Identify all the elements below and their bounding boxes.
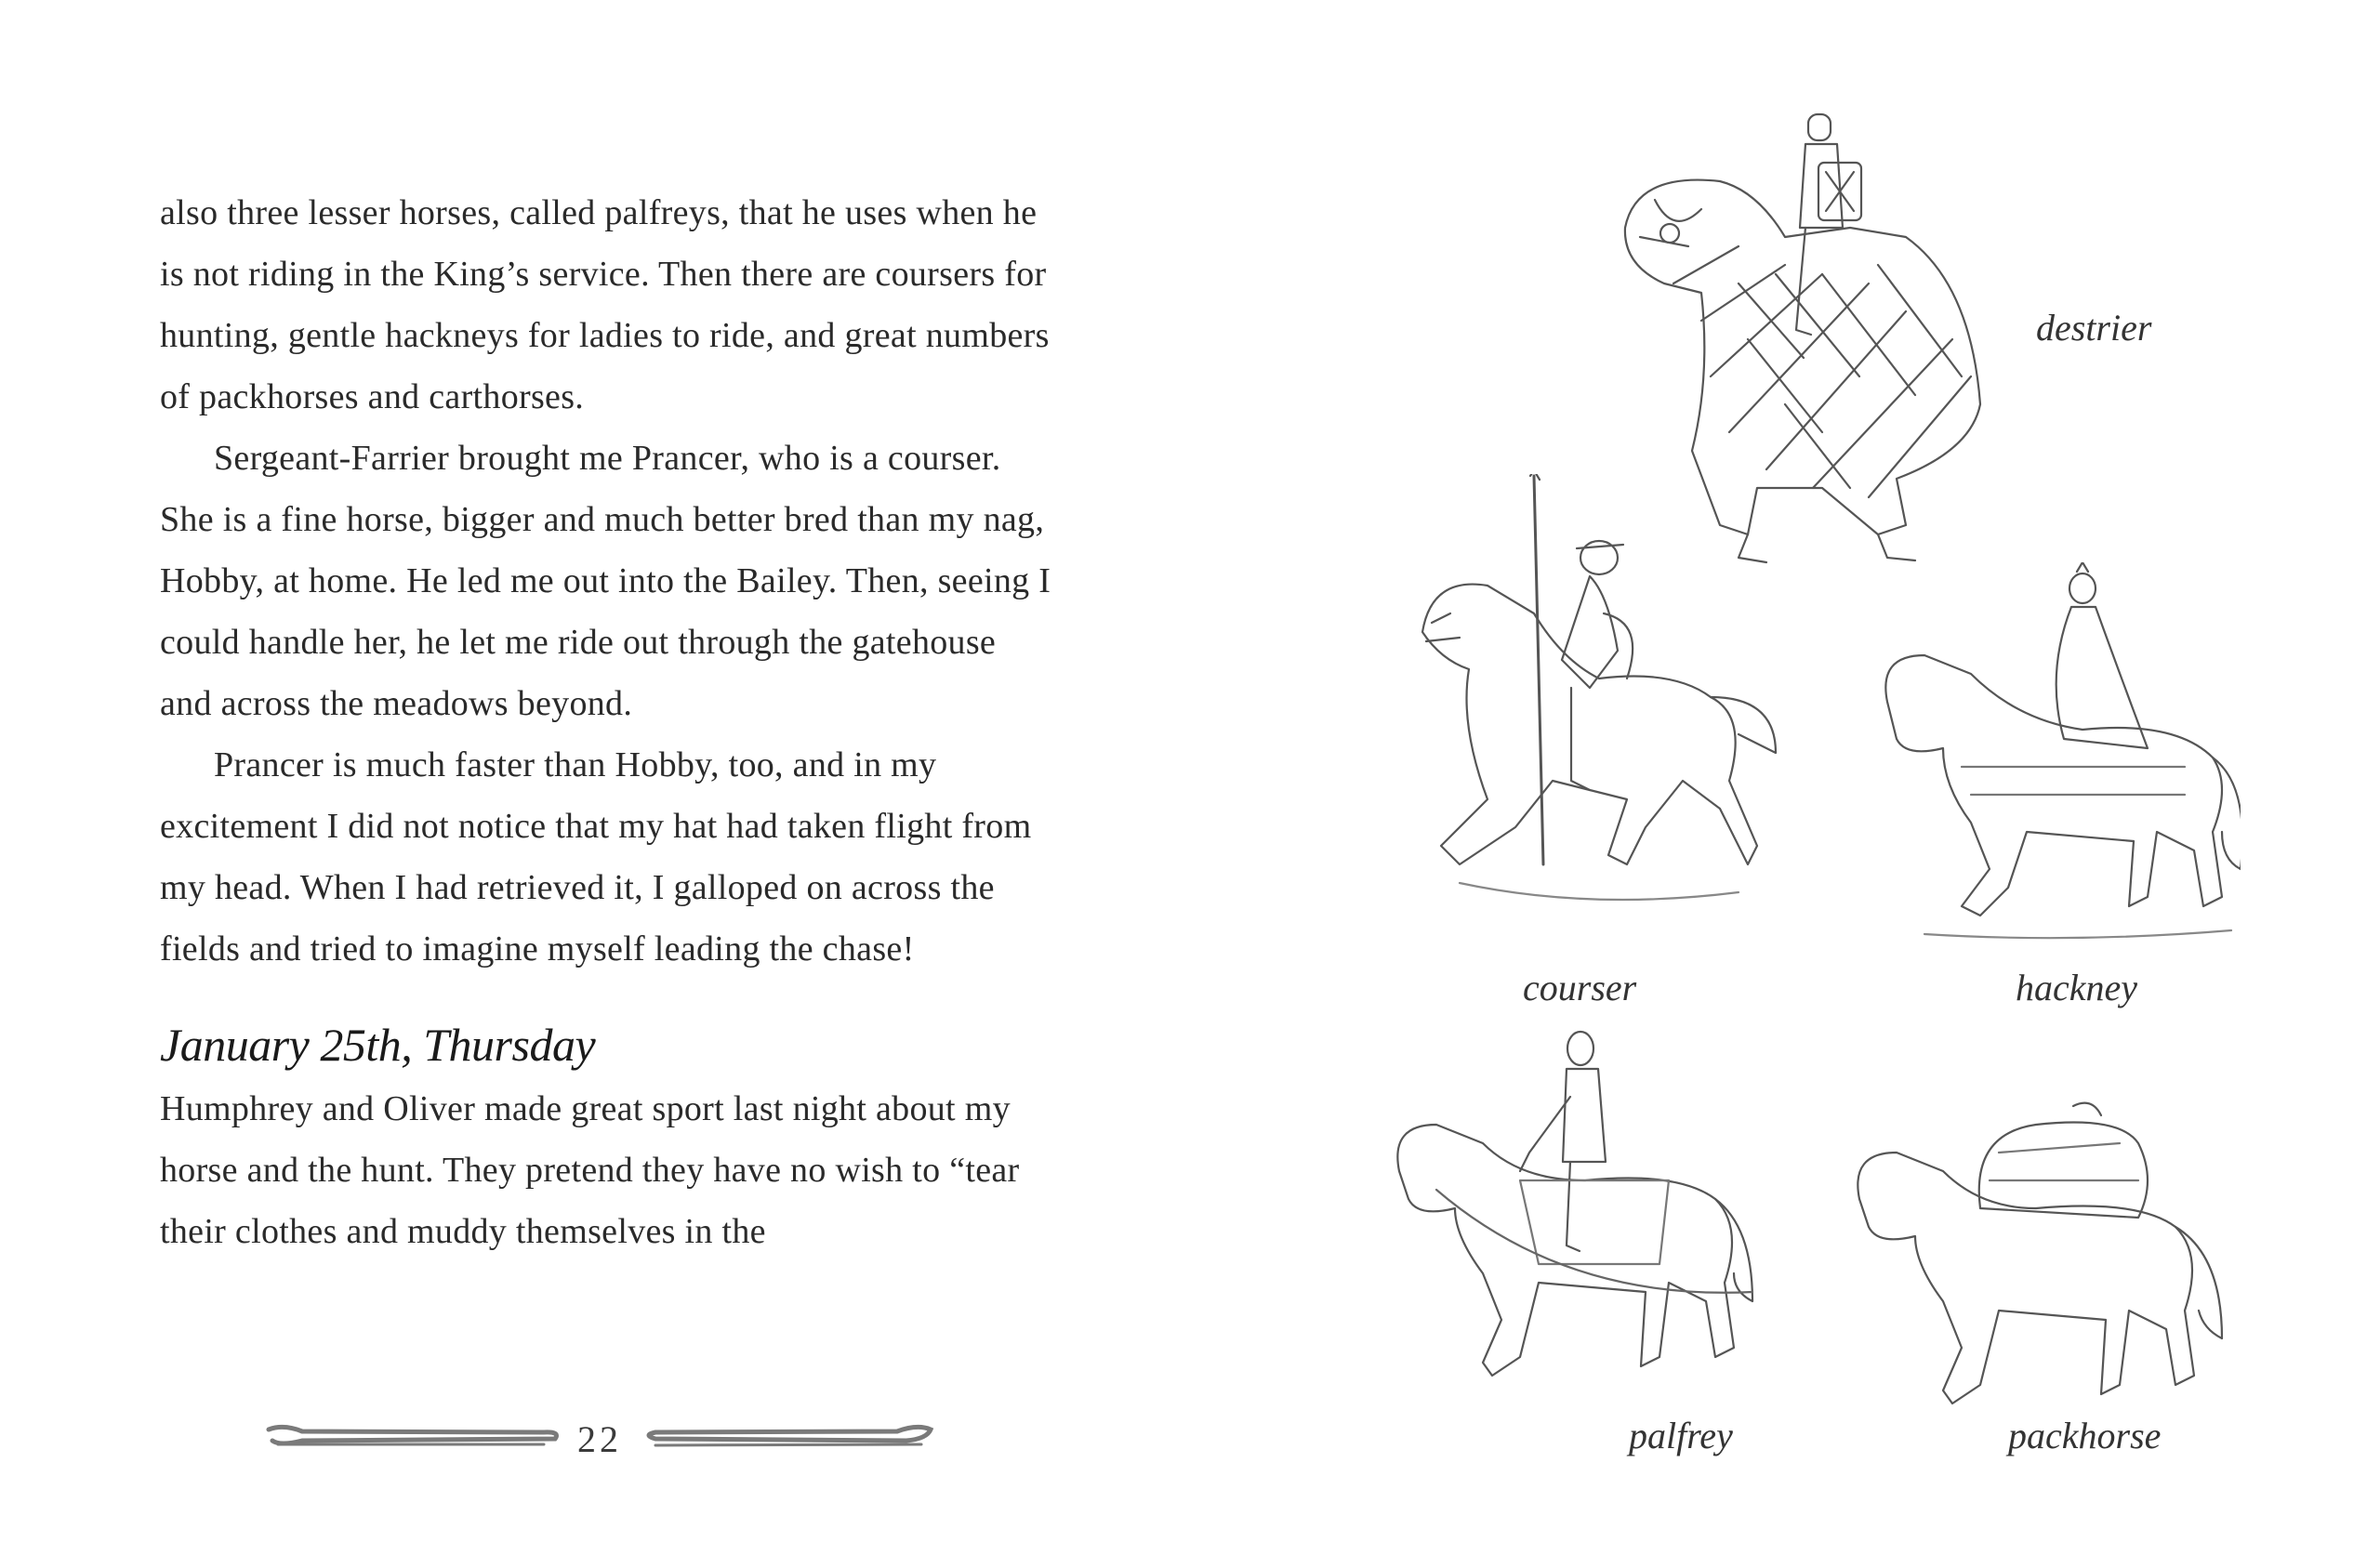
- lance: [1534, 476, 1543, 864]
- rider-torso: [1563, 1069, 1606, 1162]
- palfrey-illustration: [1381, 1022, 1780, 1422]
- caption-destrier: destrier: [2036, 307, 2152, 349]
- courser-illustration: [1404, 474, 1794, 948]
- caption-packhorse: packhorse: [2008, 1415, 2162, 1456]
- caption-palfrey: palfrey: [1629, 1415, 1733, 1456]
- page-folio: [265, 1416, 934, 1463]
- rider-head: [1567, 1032, 1593, 1065]
- packhorse-illustration: [1841, 1078, 2241, 1431]
- entry-heading: January 25th, Thursday: [160, 1019, 596, 1071]
- caption-hackney: hackney: [2016, 967, 2138, 1008]
- paragraph-2: Sergeant-Farrier brought me Prancer, who is a courser. She is a fine horse, bigger and much better bred than my nag, Hobby, at home. He led me out into the Bailey. Then, seeing I could handle her, he let me ride out through the gatehouse and across the meadows beyond.: [160, 439, 1051, 723]
- prose-block: [160, 182, 1052, 1262]
- pack-load: [1979, 1123, 2148, 1219]
- paragraph-1: also three lesser horses, called palfreys, that he uses when he is not riding in the King’s service. Then there are coursers for hunting, gentle hackneys for ladies to ride, and great numbers of packhorses and carthorses.: [160, 193, 1050, 416]
- rider-head: [1808, 114, 1831, 140]
- page-number: 22: [577, 1418, 622, 1460]
- entry-paragraph: Humphrey and Oliver made great sport last night about my horse and the hunt. They pretend they have no wish to “tear their clothes and muddy themselves in the: [160, 1089, 1020, 1251]
- paragraph-3: Prancer is much faster than Hobby, too, and in my excitement I did not notice that my hat had taken flight from my head. When I had retrieved it, I galloped on across the fields and tried to imagine myself leading the chase!: [160, 745, 1032, 968]
- caption-courser: courser: [1523, 967, 1637, 1008]
- right-page: [1190, 0, 2380, 1568]
- lady-head: [2069, 573, 2096, 603]
- hackney-illustration: [1869, 562, 2241, 943]
